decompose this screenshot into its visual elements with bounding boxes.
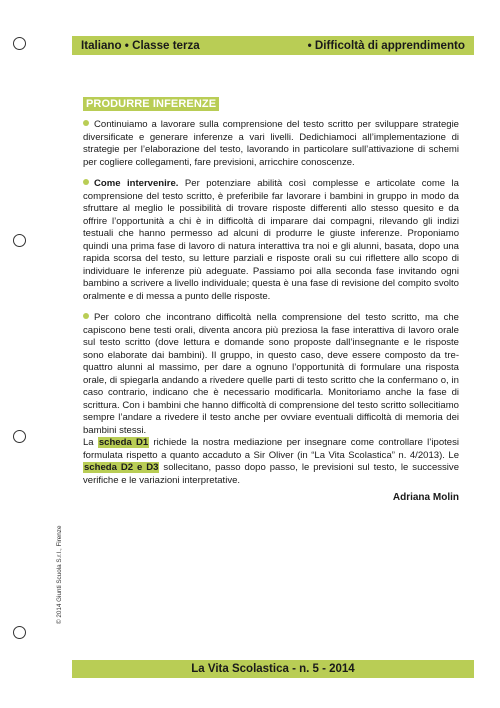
binder-hole-3	[13, 430, 26, 443]
binder-hole-4	[13, 626, 26, 639]
binder-hole-1	[13, 37, 26, 50]
paragraph-come-intervenire-text: Per potenziare abilità così complesse e articolate come la comprensione del testo scritto, è preferibile far lavorare i bambini in gruppo in modo da sfruttare al meglio le possibilità di trovare risposte differenti allo stesso quesito e da offrire l’opportunità a chi è in difficoltà di imparare dai compagni, rilevando gli indizi testuali che hanno permesso ad alcuni di produrre le giuste inferenze. Proponiamo quindi una prima fase di lavoro di natura interattiva tra noi e gli alunni, basata, dopo una rapida scorsa del testo, su letture parziali e risposte orali su cui riflettere allo scopo di individuare le inferenze più adeguate. Passiamo poi alla seconda fase invitando ogni bambino a scrivere a livello individuale; questa è una fase di revisione del compito svolto oralmente e di messa a punto delle risposte.	[83, 178, 459, 302]
paragraph-schede-a: La	[83, 437, 98, 448]
section-title: PRODURRE INFERENZE	[83, 97, 219, 111]
paragraph-intro-text: Continuiamo a lavorare sulla comprensione del testo scritto per sviluppare strategie diversificate e generare inferenze a vari livelli. Dedichiamoci all’implementazione di strategie per l’elaborazione del testo, lavorando in particolare sull’attivazione di schemi per cogliere collegamenti, fare previsioni, arricchire conoscenze.	[83, 119, 459, 168]
footer-bar: La Vita Scolastica - n. 5 - 2014	[72, 660, 474, 678]
paragraph-schede-c: sollecitano, passo dopo passo, le previsioni sul testo, le successive verifiche e le variazioni interpretative.	[83, 462, 459, 486]
author-signature: Adriana Molin	[392, 492, 459, 503]
header-subject: Italiano • Classe terza	[81, 39, 200, 52]
paragraph-schede	[83, 437, 459, 487]
header-bar	[72, 36, 474, 55]
article-body	[83, 97, 459, 505]
paragraph-difficolta-text: Per coloro che incontrano difficoltà nella comprensione del testo scritto, ma che capiscono bene testi orali, diventa ancora più preziosa la fase interattiva di lavoro orale sul testo scritto (dove lettura e domande sono proposte dall’insegnante e le risposte sono elaborate dai bambini). Il gruppo, in questo caso, deve essere composto da tre-quattro alunni al massimo, per dare a ognuno l’opportunità di formulare una risposta orale, di spiegarla andando a rivedere quelle parti di testo scritto che la confermano o, in caso contrario, indicano che è necessario modificarla. Monitoriamo anche la fase di scrittura. Con i bambini che hanno difficoltà di comprensione del testo scritto sollecitiamo sempre l’andare a rivedere il testo anche per ovviare eventuali difficoltà di memoria dei bambini stessi.	[83, 312, 459, 436]
bullet-icon	[83, 179, 89, 185]
bullet-icon	[83, 313, 89, 319]
scheda-d2-d3-highlight: scheda D2 e D3	[84, 462, 159, 473]
binder-hole-2	[13, 234, 26, 247]
header-topic: • Difficoltà di apprendimento	[307, 39, 465, 52]
paragraph-come-intervenire	[83, 178, 459, 303]
paragraph-schede-b: richiede la nostra mediazione per insegnare come controllare l’ipotesi formulata rispetto a quanto accaduto a Sir Oliver (in “La Vita Scolastica” n. 4/2013). Le	[83, 437, 459, 461]
bullet-icon	[83, 120, 89, 126]
paragraph-lead: Come intervenire.	[94, 178, 179, 189]
copyright-notice: © 2014 Giunti Scuola S.r.l., Firenze	[56, 525, 63, 624]
paragraph-difficolta	[83, 312, 459, 437]
paragraph-intro	[83, 119, 459, 169]
scheda-d1-highlight: scheda D1	[98, 437, 149, 448]
